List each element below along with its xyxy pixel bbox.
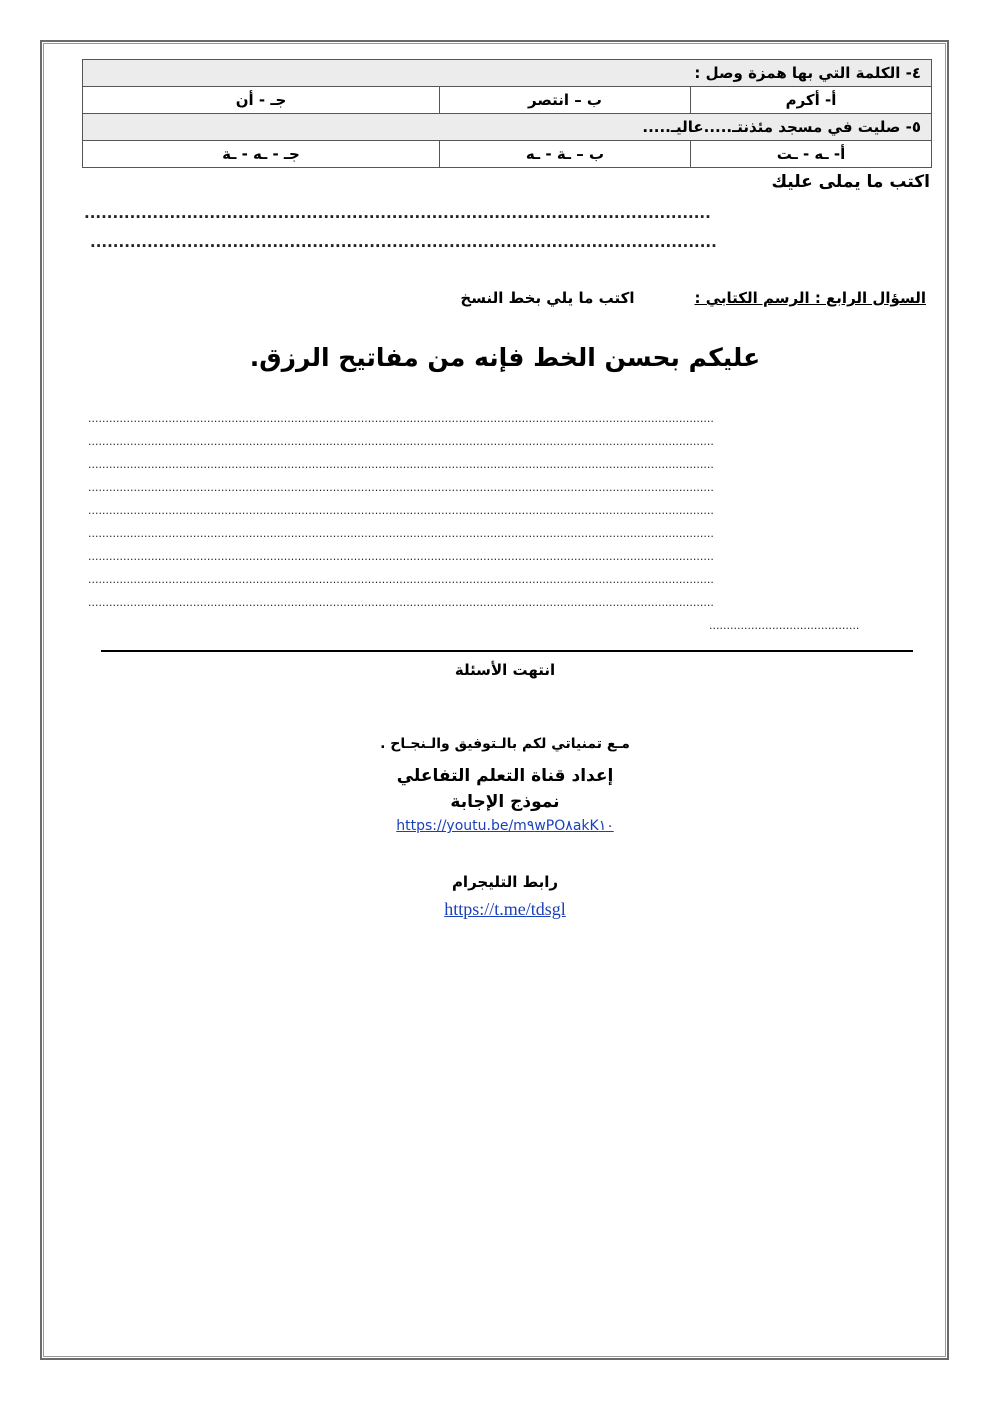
dictation-instruction: اكتب ما يملى عليك	[771, 172, 930, 192]
prepared-by: إعداد قناة التعلم التفاعلي	[396, 766, 614, 786]
question-5-row	[83, 114, 932, 141]
writing-line[interactable]: ...................................................................................................................................................................................	[88, 412, 714, 425]
question-4-prompt: ٤- الكلمة التي بها همزة وصل :	[83, 60, 932, 87]
writing-line[interactable]: ...................................................................................................................................................................................	[88, 573, 714, 586]
telegram-link[interactable]: https://t.me/tdsgl	[444, 899, 566, 919]
question-4-option-b[interactable]: ب – انتصر	[440, 87, 691, 114]
question-5-option-b[interactable]: ب – ـة - ـه	[440, 141, 691, 168]
question-4-options-row	[83, 87, 932, 114]
calligraphy-saying: عليكم بحسن الخط فإنه من مفاتيح الرزق.	[249, 343, 761, 372]
writing-line[interactable]: ...................................................................................................................................................................................	[88, 435, 714, 448]
telegram-label: رابط التليجرام	[451, 873, 559, 891]
question-4-option-a[interactable]: أ- أكرم	[691, 87, 932, 114]
section-4-title: السؤال الرابع : الرسم الكتابي :	[694, 289, 926, 307]
writing-line[interactable]: ...................................................................................................................................................................................	[88, 550, 714, 563]
writing-line[interactable]: ...................................................................................................................................................................................	[88, 504, 714, 517]
question-5-option-c[interactable]: جـ - ـه - ـة	[83, 141, 440, 168]
dictation-line[interactable]: ..............................................................................................................	[90, 233, 717, 251]
wish-text: مـع تمنياتي لكم بالـتوفيق والـنجـاح .	[380, 736, 630, 752]
question-4-row	[83, 60, 932, 87]
writing-line[interactable]: ...................................................................................................................................................................................	[88, 596, 714, 609]
youtube-link[interactable]: https://youtu.be/m٩wPO٨akK١٠	[396, 818, 614, 834]
question-4-option-c[interactable]: جـ - أن	[83, 87, 440, 114]
telegram-link-row	[0, 899, 992, 920]
dictation-line[interactable]: ..............................................................................................................	[84, 204, 711, 222]
youtube-link-row	[0, 818, 992, 834]
writing-line[interactable]: ...........................................	[709, 619, 860, 632]
question-5-options-row	[83, 141, 932, 168]
section-4-header	[460, 289, 926, 307]
writing-line[interactable]: ...................................................................................................................................................................................	[88, 481, 714, 494]
writing-line[interactable]: ...................................................................................................................................................................................	[88, 458, 714, 471]
questions-table	[82, 59, 932, 168]
section-4-instruction: اكتب ما يلي بخط النسخ	[460, 289, 635, 307]
end-of-questions: انتهت الأسئلة	[454, 661, 556, 679]
end-divider	[101, 650, 913, 652]
question-5-option-a[interactable]: أ- ـه - ـت	[691, 141, 932, 168]
answer-model-label: نموذج الإجابة	[450, 792, 560, 812]
writing-line[interactable]: ...................................................................................................................................................................................	[88, 527, 714, 540]
question-5-prompt: ٥- صليت في مسجد مئذنتـ.....عاليـ.....	[83, 114, 932, 141]
